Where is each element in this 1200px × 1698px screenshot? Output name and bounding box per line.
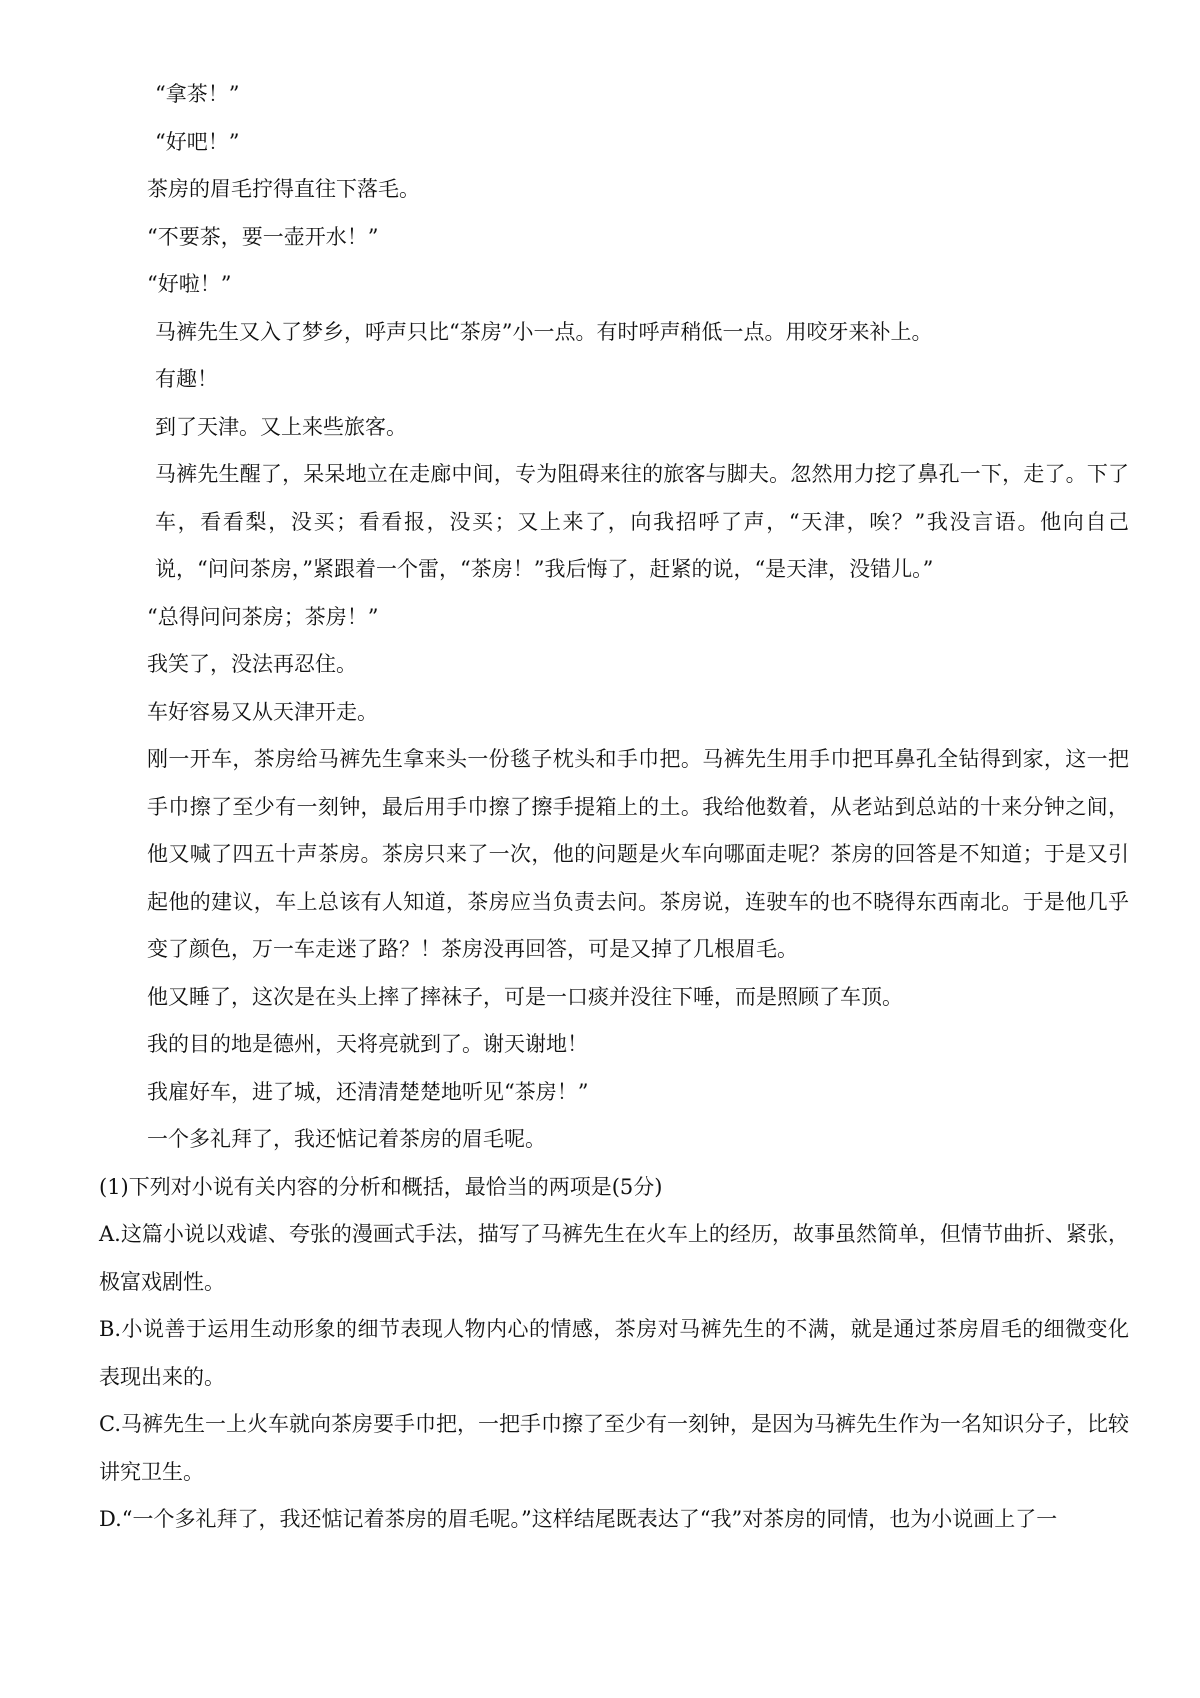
option-b: B.小说善于运用生动形象的细节表现人物内心的情感，茶房对马裤先生的不满，就是通过茶房眉毛的细微变化表现出来的。 bbox=[99, 1317, 1129, 1389]
paragraph-15: 我的目的地是德州，天将亮就到了。谢天谢地！ bbox=[147, 1032, 588, 1056]
document-body bbox=[99, 71, 1129, 1544]
option-c: C.马裤先生一上火车就向茶房要手巾把，一把手巾擦了至少有一刻钟，是因为马裤先生作为一名知识分子，比较讲究卫生。 bbox=[99, 1412, 1129, 1484]
option-d: D.“一个多礼拜了，我还惦记着茶房的眉毛呢。”这样结尾既表达了“我”对茶房的同情，也为小说画上了一 bbox=[99, 1507, 1058, 1531]
paragraph-13: 刚一开车，茶房给马裤先生拿来头一份毯子枕头和手巾把。马裤先生用手巾把耳鼻孔全钻得到家，这一把手巾擦了至少有一刻钟，最后用手巾擦了擦手提箱上的土。我给他数着，从老站到总站的十来分钟之间，他又喊了四五十声茶房。茶房只来了一次，他的问题是火车向哪面走呢？茶房的回答是不知道；于是又引起他的建议，车上总该有人知道，茶房应当负责去问。茶房说，连驶车的也不晓得东西南北。于是他几乎变了颜色，万一车走迷了路？！茶房没再回答，可是又掉了几根眉毛。 bbox=[147, 747, 1129, 961]
paragraph-6: 马裤先生又入了梦乡，呼声只比“茶房”小一点。有时呼声稍低一点。用咬牙来补上。 bbox=[155, 319, 933, 344]
paragraph-11: 我笑了，没法再忍住。 bbox=[147, 652, 357, 676]
paragraph-16: 我雇好车，进了城，还清清楚楚地听见“茶房！” bbox=[147, 1079, 589, 1104]
paragraph-4: “不要茶，要一壶开水！” bbox=[147, 224, 379, 249]
question-stem: (1)下列对小说有关内容的分析和概括，最恰当的两项是(5分) bbox=[99, 1174, 663, 1199]
paragraph-14: 他又睡了，这次是在头上摔了摔袜子，可是一口痰并没往下唾，而是照顾了车顶。 bbox=[147, 984, 903, 1009]
paragraph-8: 到了天津。又上来些旅客。 bbox=[155, 414, 407, 439]
option-a: A.这篇小说以戏谑、夸张的漫画式手法，描写了马裤先生在火车上的经历，故事虽然简单，但情节曲折、紧张，极富戏剧性。 bbox=[99, 1222, 1129, 1294]
paragraph-12: 车好容易又从天津开走。 bbox=[147, 699, 378, 724]
paragraph-5: “好啦！” bbox=[147, 272, 232, 296]
paragraph-1: “拿茶！” bbox=[155, 82, 240, 106]
paragraph-10: “总得问问茶房；茶房！” bbox=[147, 604, 379, 629]
paragraph-2: “好吧！” bbox=[155, 129, 240, 154]
paragraph-3: 茶房的眉毛拧得直往下落毛。 bbox=[147, 177, 420, 201]
paragraph-17: 一个多礼拜了，我还惦记着茶房的眉毛呢。 bbox=[147, 1127, 546, 1151]
paragraph-9: 马裤先生醒了，呆呆地立在走廊中间，专为阻碍来往的旅客与脚夫。忽然用力挖了鼻孔一下，走了。下了车，看看梨，没买；看看报，没买；又上来了，向我招呼了声，“天津，唉？”我没言语。他向自己说，“问问茶房，”紧跟着一个雷，“茶房！”我后悔了，赶紧的说，“是天津，没错儿。” bbox=[155, 462, 1129, 581]
paragraph-7: 有趣！ bbox=[155, 367, 218, 391]
